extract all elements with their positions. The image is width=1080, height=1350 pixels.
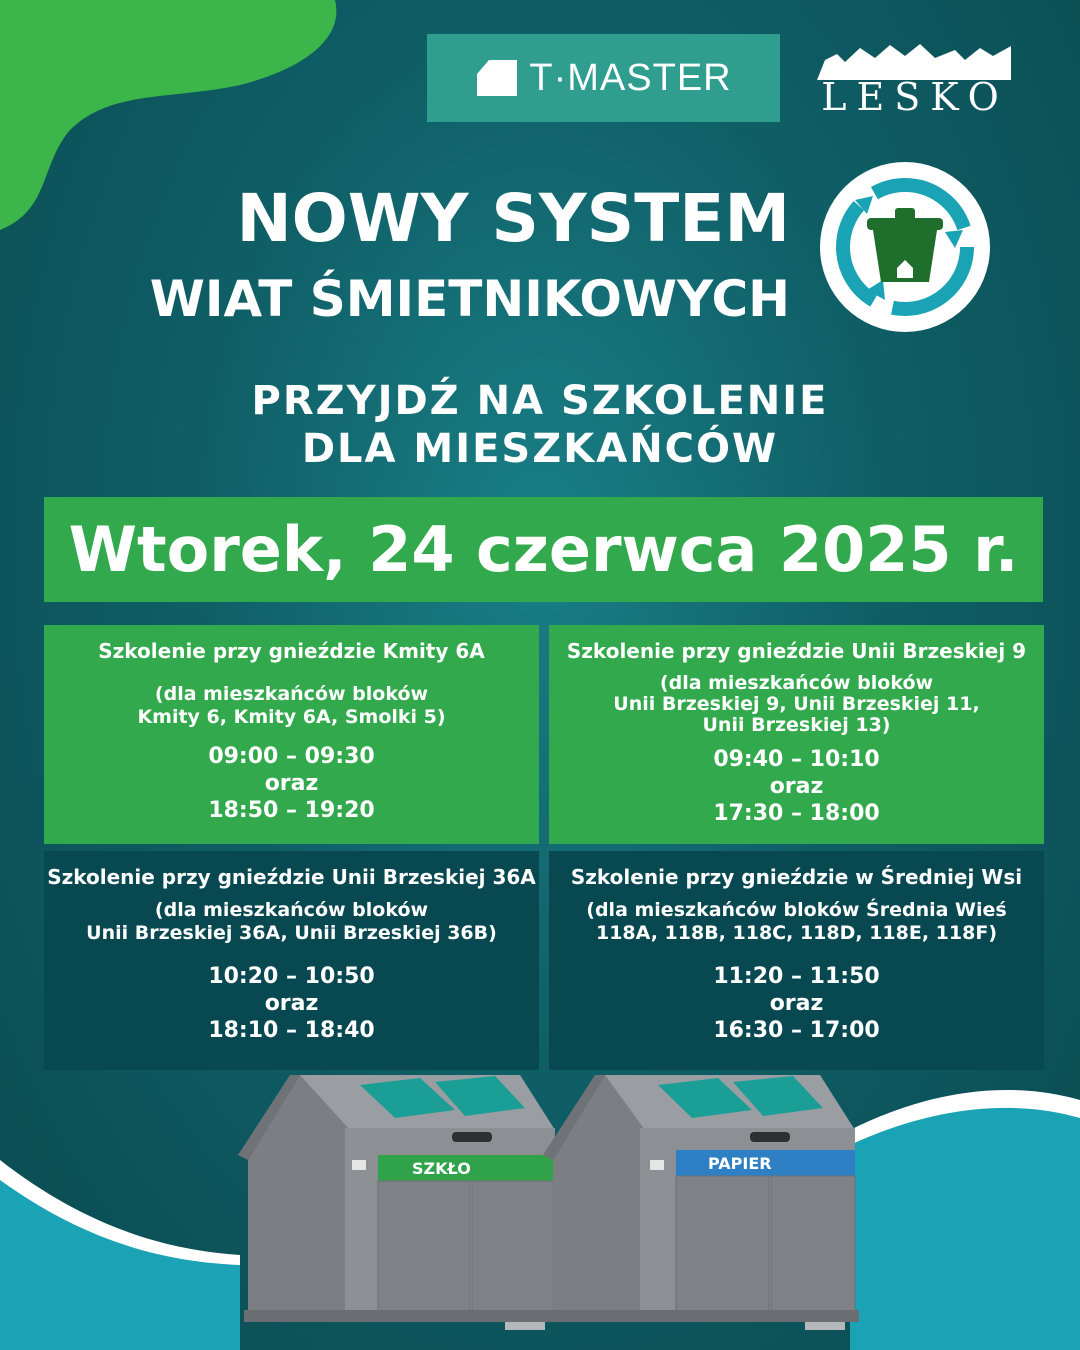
t-master-logo-icon	[475, 58, 519, 98]
main-title-line-2: WIAT ŚMIETNIKOWYCH	[149, 270, 790, 328]
session-desc-1: (dla mieszkańców bloków	[659, 672, 934, 694]
session-title: Szkolenie przy gnieździe w Średniej Wsi	[570, 865, 1023, 889]
session-card-kmity	[44, 625, 539, 844]
t-master-logo	[427, 34, 780, 122]
session-desc-1: (dla mieszkańców bloków	[154, 683, 429, 705]
paper-bin-shelter	[543, 1075, 859, 1330]
session-joiner: oraz	[769, 991, 824, 1016]
session-time-1: 10:20 – 10:50	[208, 964, 375, 989]
t-master-brand-text: T·MASTER	[529, 56, 732, 99]
session-card-unii-brzeskiej-36a	[44, 851, 539, 1070]
session-time-2: 16:30 – 17:00	[713, 1018, 880, 1043]
session-time-2: 18:50 – 19:20	[208, 798, 375, 823]
session-desc-2: Unii Brzeskiej 36A, Unii Brzeskiej 36B)	[86, 922, 497, 944]
session-joiner: oraz	[264, 771, 319, 796]
subtitle-line-1: PRZYJDŹ NA SZKOLENIE	[251, 378, 829, 424]
main-title-line-1: NOWY SYSTEM	[236, 180, 790, 257]
subtitle-line-2: DLA MIESZKAŃCÓW	[301, 426, 779, 472]
paper-bin-label: PAPIER	[708, 1154, 772, 1173]
session-desc-3: Unii Brzeskiej 13)	[702, 714, 891, 736]
waste-bin-shelters-illustration	[0, 1060, 1080, 1350]
date-banner	[44, 497, 1043, 602]
event-date: Wtorek, 24 czerwca 2025 r.	[68, 513, 1019, 586]
session-desc-2: Kmity 6, Kmity 6A, Smolki 5)	[137, 706, 446, 728]
session-desc-2: Unii Brzeskiej 9, Unii Brzeskiej 11,	[613, 693, 980, 715]
session-joiner: oraz	[769, 774, 824, 799]
session-time-2: 17:30 – 18:00	[713, 801, 880, 826]
lesko-logo-text: LESKO	[821, 75, 1009, 119]
glass-bin-shelter	[238, 1075, 555, 1330]
session-time-1: 09:00 – 09:30	[208, 744, 375, 769]
glass-bin-label: SZKŁO	[412, 1159, 471, 1178]
session-title: Szkolenie przy gnieździe Unii Brzeskiej 36A	[47, 865, 536, 889]
session-card-srednia-wies	[549, 851, 1044, 1070]
session-time-2: 18:10 – 18:40	[208, 1018, 375, 1043]
session-desc-2: 118A, 118B, 118C, 118D, 118E, 118F)	[595, 922, 998, 944]
session-title: Szkolenie przy gnieździe Kmity 6A	[98, 639, 485, 663]
session-time-1: 09:40 – 10:10	[713, 747, 880, 772]
session-card-unii-brzeskiej-9	[549, 625, 1044, 844]
session-desc-1: (dla mieszkańców bloków	[154, 899, 429, 921]
session-time-1: 11:20 – 11:50	[713, 964, 880, 989]
session-desc-1: (dla mieszkańców bloków Średnia Wieś	[586, 899, 1007, 921]
session-joiner: oraz	[264, 991, 319, 1016]
recycling-bin-badge-icon	[815, 160, 995, 335]
session-title: Szkolenie przy gnieździe Unii Brzeskiej 9	[566, 639, 1027, 663]
